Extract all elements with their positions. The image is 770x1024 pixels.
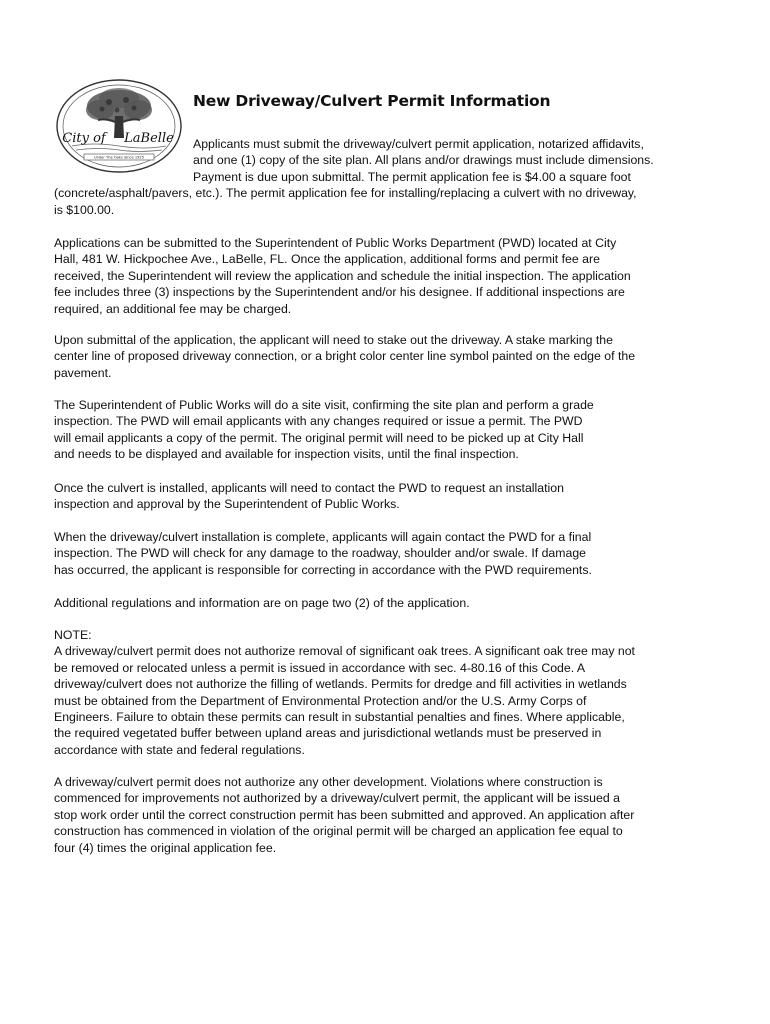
text-line: pavement. [54,365,112,380]
text-line: When the driveway/culvert installation is complete, applicants will again contact the PWD for a final [54,530,592,544]
seal-tagline: Under The Oaks Since 1925 [93,155,145,160]
text-line: Hall, 481 W. Hickpochee Ave., LaBelle, FL. Once the application, additional forms and permit fee are [54,252,600,267]
text-line: and needs to be displayed and available for inspection visits, until the final inspection. [54,447,519,462]
text-line: must be obtained from the Department of Environmental Protection and/or the U.S. Army Corps of [54,693,587,708]
paragraph-application-requirements [54,136,722,218]
seal-text-city-of: City of [62,131,106,146]
text-line: four (4) times the original application fee. [54,840,277,855]
text-line: driveway/culvert does not authorize the filling of wetlands. Permits for dredge and fill activities in wetlands [54,677,627,692]
paragraph-stake-out [54,332,722,381]
text-line: Applicants must submit the driveway/culvert permit application, notarized affidavits, [193,137,644,151]
text-line: center line of proposed driveway connection, or a bright color center line symbol painted on the edge of the [54,349,636,364]
text-line: be removed or relocated unless a permit is issued in accordance with sec. 4-80.16 of this Code. A [54,660,586,675]
text-line: Applications can be submitted to the Superintendent of Public Works Department (PWD) located at City [54,236,617,250]
text-line: Engineers. Failure to obtain these permits can result in substantial penalties and fines. Where applicable, [54,710,625,725]
text-line: and one (1) copy of the site plan. All plans and/or drawings must include dimensions. [193,153,654,168]
text-line: construction has commenced in violation of the original permit will be charged an application fee equal to [54,824,623,839]
text-line: A driveway/culvert permit does not authorize removal of significant oak trees. A significant oak tree may not [54,644,635,659]
paragraph-submission [54,235,722,317]
text-line: (concrete/asphalt/pavers, etc.). The permit application fee for installing/replacing a culvert with no driveway, [54,186,637,201]
text-line: is $100.00. [54,202,115,217]
text-line: required, an additional fee may be charged. [54,301,292,316]
paragraph-other-development [54,774,722,856]
note-heading: NOTE: [54,628,92,642]
text-line: stop work order until the correct construction permit has been submitted and approved. An application after [54,807,635,822]
text-line: the required vegetated buffer between upland areas and jurisdictional wetlands must be preserved in [54,726,602,741]
text-line: The Superintendent of Public Works will do a site visit, confirming the site plan and perform a grade [54,398,594,412]
text-line: Once the culvert is installed, applicants will need to contact the PWD to request an installation [54,481,564,495]
text-line: fee includes three (3) inspections by the Superintendent and/or his designee. If additional inspections are [54,285,625,300]
text-line: received, the Superintendent will review the application and schedule the initial inspection. The application [54,268,631,283]
paragraph-final-inspection [54,529,722,578]
text-line: will email applicants a copy of the permit. The original permit will need to be picked up at City Hall [54,430,584,445]
text-line: inspection. The PWD will email applicants with any changes required or issue a permit. The PWD [54,414,583,429]
paragraph-site-visit [54,397,722,463]
text-line: has occurred, the applicant is responsible for correcting in accordance with the PWD requirements. [54,562,592,577]
seal-text-labelle: LaBelle [124,131,174,146]
text-line: inspection. The PWD will check for any damage to the roadway, shoulder and/or swale. If damage [54,546,587,561]
text-line: Upon submittal of the application, the applicant will need to stake out the driveway. A stake marking the [54,333,613,347]
text-line: commenced for improvements not authorized by a driveway/culvert permit, the applicant will be issued a [54,791,620,806]
text-line: accordance with state and federal regulations. [54,742,305,757]
paragraph-additional-regulations [54,595,722,611]
paragraph-note [54,627,722,758]
text-line: Payment is due upon submittal. The permit application fee is $4.00 a square foot [193,169,631,184]
page-title: New Driveway/Culvert Permit Information [193,92,551,110]
text-line: A driveway/culvert permit does not authorize any other development. Violations where construction is [54,775,603,789]
text-line: inspection and approval by the Superintendent of Public Works. [54,497,400,512]
paragraph-culvert-installed [54,480,722,513]
text-line: Additional regulations and information are on page two (2) of the application. [54,596,470,610]
